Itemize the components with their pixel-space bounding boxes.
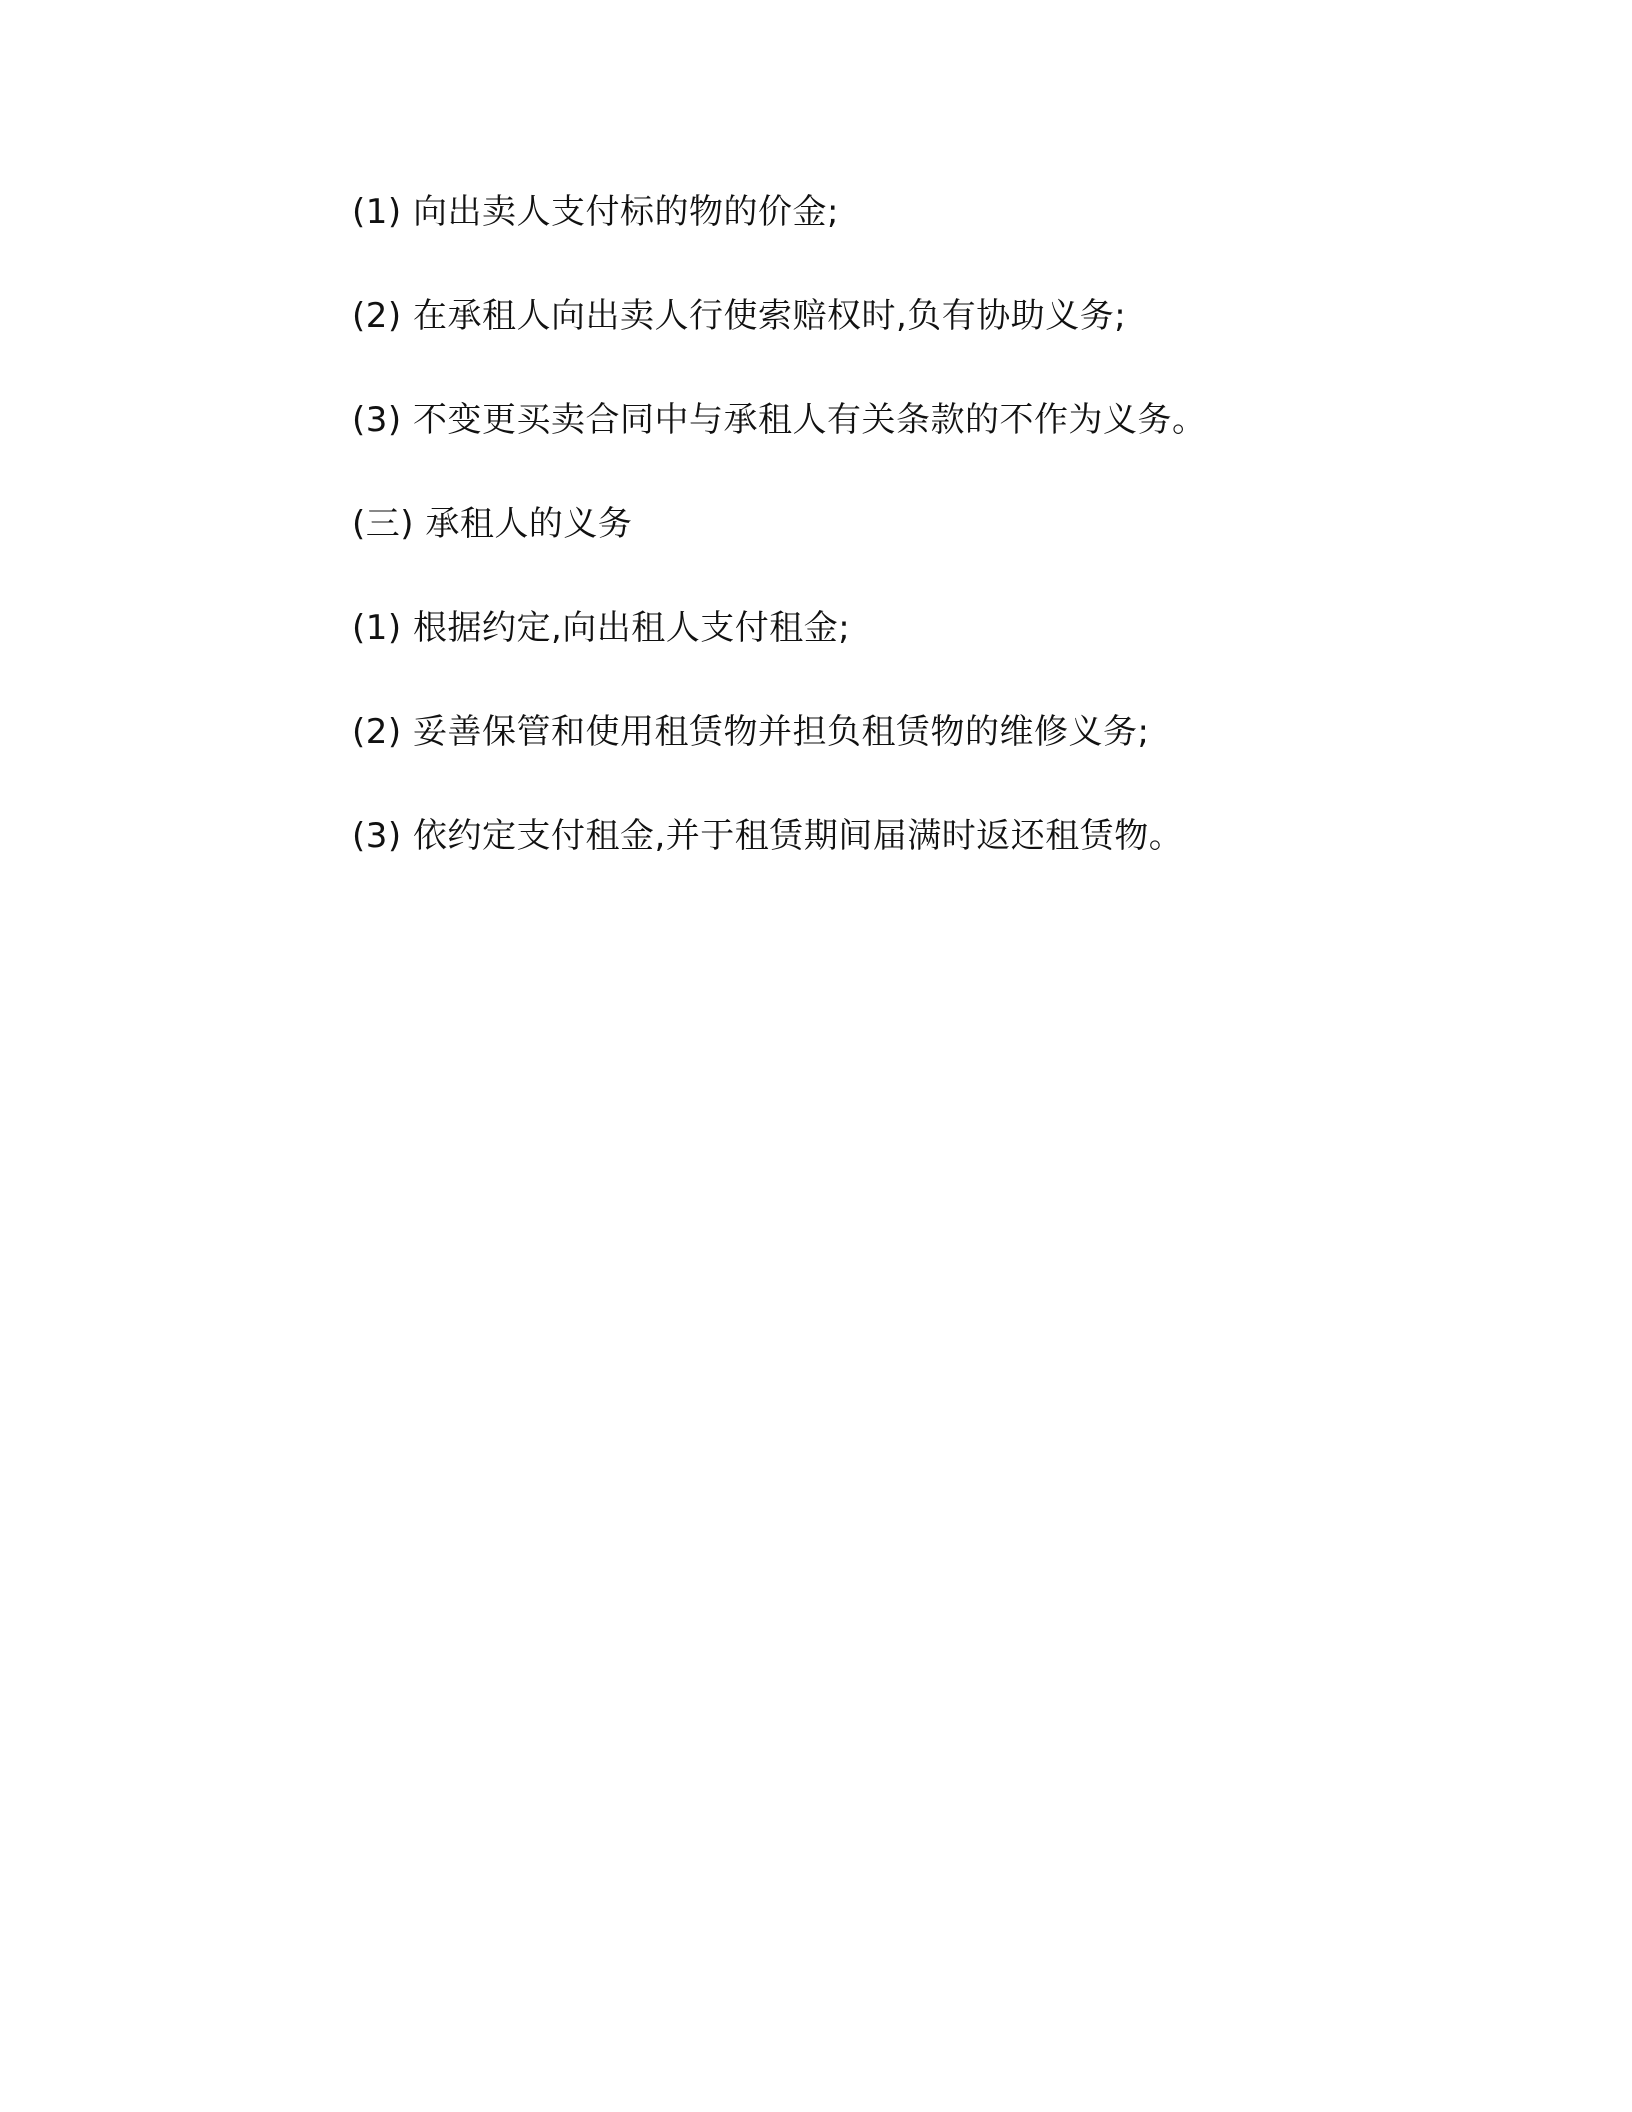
document-body	[352, 188, 1352, 916]
list-item: (3) 依约定支付租金,并于租赁期间届满时返还租赁物。	[352, 816, 1184, 856]
section-heading: (三) 承租人的义务	[352, 504, 633, 544]
list-item: (1) 向出卖人支付标的物的价金;	[352, 192, 839, 232]
list-item: (2) 妥善保管和使用租赁物并担负租赁物的维修义务;	[352, 712, 1150, 752]
list-item: (1) 根据约定,向出租人支付租金;	[352, 608, 851, 648]
list-item: (2) 在承租人向出卖人行使索赔权时,负有协助义务;	[352, 296, 1127, 336]
list-item: (3) 不变更买卖合同中与承租人有关条款的不作为义务。	[352, 400, 1207, 440]
